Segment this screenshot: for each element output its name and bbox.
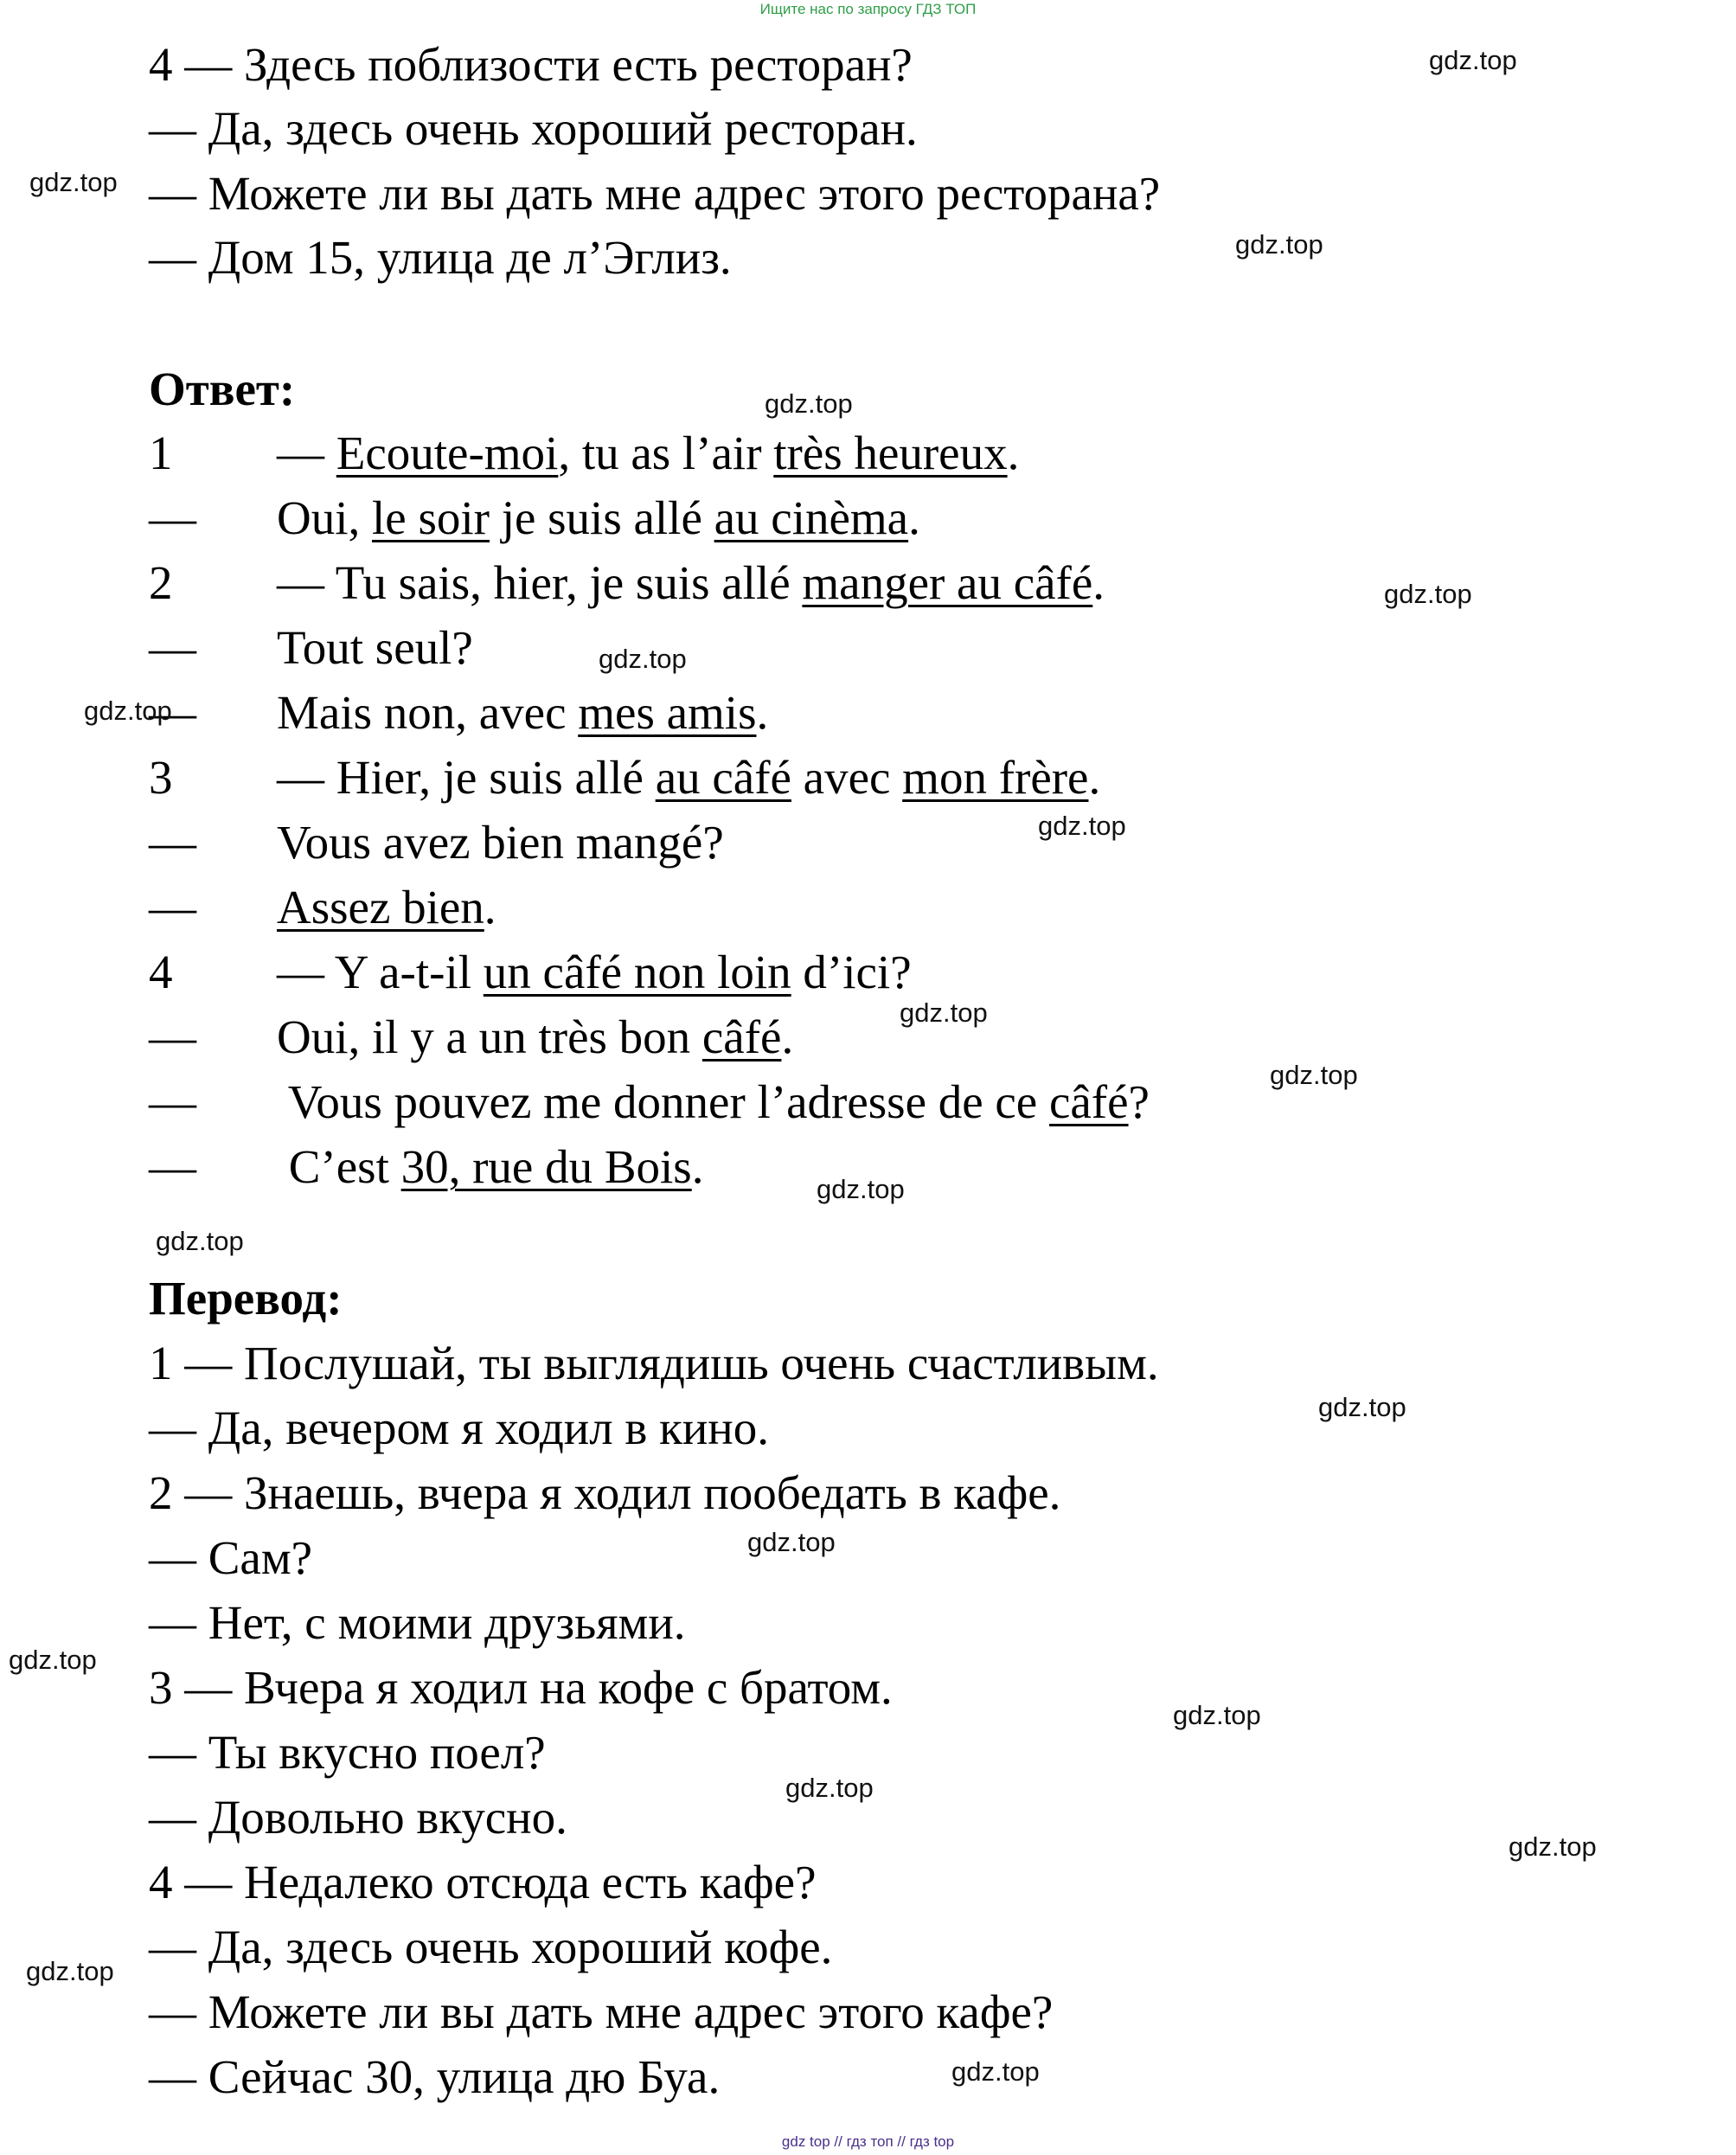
answer-text: — Tu sais, hier, je suis allé: [277, 556, 803, 609]
watermark: gdz.top: [1173, 1700, 1261, 1730]
answer-line-11: [149, 1075, 1150, 1129]
answer-text: ?: [1128, 1075, 1150, 1128]
watermark: gdz.top: [84, 696, 172, 726]
watermark: gdz.top: [747, 1527, 836, 1557]
watermark: gdz.top: [765, 388, 853, 419]
answer-underlined: mon frère: [902, 751, 1089, 804]
answer-text: — Hier, je suis allé: [277, 751, 656, 804]
answer-underlined: au cinèma: [714, 491, 909, 544]
answer-line-2: [149, 491, 920, 545]
answer-line-number: —: [149, 816, 196, 869]
answer-underlined: 30, rue du Bois: [400, 1140, 692, 1193]
watermark: gdz.top: [156, 1226, 244, 1256]
watermark: gdz.top: [900, 997, 988, 1028]
watermark: gdz.top: [1235, 229, 1323, 260]
answer-line-1: [149, 427, 1019, 480]
translation-line-5: — Нет, с моими друзьями.: [149, 1596, 686, 1649]
answer-underlined: un câfé non loin: [483, 946, 791, 998]
dialog4-line-3: — Можете ли вы дать мне адрес этого ресторана?: [149, 167, 1161, 220]
answer-line-5: [149, 686, 768, 740]
answer-text: avec: [791, 751, 903, 804]
watermark: gdz.top: [9, 1645, 97, 1675]
answer-text: .: [1088, 751, 1101, 804]
answer-underlined: manger au câfé: [802, 556, 1093, 609]
translation-line-10: — Да, здесь очень хороший кофе.: [149, 1921, 833, 1973]
answer-text: .: [484, 881, 496, 933]
answer-line-8: [149, 881, 496, 934]
translation-heading: Перевод:: [149, 1272, 343, 1324]
translation-line-2: — Да, вечером я ходил в кино.: [149, 1401, 769, 1454]
translation-line-9: 4 — Недалеко отсюда есть кафе?: [149, 1856, 817, 1908]
answer-underlined: mes amis: [578, 686, 757, 739]
answer-underlined: très heureux: [773, 427, 1008, 479]
answer-underlined: le soir: [372, 491, 490, 544]
translation-line-8: — Довольно вкусно.: [149, 1791, 567, 1844]
answer-line-9: [149, 946, 912, 999]
watermark: gdz.top: [29, 167, 118, 197]
answer-line-number: 1: [149, 427, 173, 479]
translation-line-4: — Сам?: [149, 1531, 313, 1584]
answer-line-number: —: [149, 1075, 196, 1128]
watermark: gdz.top: [785, 1773, 874, 1803]
translation-line-1: 1 — Послушай, ты выглядишь очень счастливым.: [149, 1337, 1159, 1389]
translation-line-3: 2 — Знаешь, вчера я ходил пообедать в кафе.: [149, 1466, 1061, 1519]
dialog4-line-1: 4 — Здесь поблизости есть ресторан?: [149, 38, 913, 91]
answer-text: .: [691, 1140, 704, 1193]
answer-line-number: —: [149, 1140, 196, 1193]
translation-line-12: — Сейчас 30, улица дю Буа.: [149, 2050, 721, 2103]
answer-line-number: 4: [149, 946, 173, 998]
watermark: gdz.top: [26, 1956, 114, 1986]
answer-line-6: [149, 751, 1100, 805]
watermark: gdz.top: [599, 644, 687, 674]
footer-links: gdz top // гдз топ // гдз top: [781, 2133, 955, 2150]
top-banner: Ищите нас по запросу ГДЗ ТОП: [759, 1, 977, 17]
answer-text: Oui,: [277, 491, 372, 544]
answer-text: , tu as l’air: [558, 427, 774, 479]
watermark: gdz.top: [951, 2056, 1040, 2087]
answer-text: Mais non, avec: [277, 686, 579, 739]
answer-text: .: [1092, 556, 1105, 609]
answer-text: Vous pouvez me donner l’adresse de ce: [277, 1075, 1049, 1128]
answer-text: Oui, il y a un très bon: [277, 1010, 702, 1063]
answer-text: — Y a-t-il: [277, 946, 484, 998]
answer-text: je suis allé: [489, 491, 714, 544]
answer-underlined: Ecoute-moi: [336, 427, 559, 479]
answer-line-number: —: [149, 491, 196, 544]
answer-text: .: [756, 686, 769, 739]
answer-line-10: [149, 1010, 793, 1064]
answer-line-number: 2: [149, 556, 173, 609]
answer-underlined: Assez bien: [277, 881, 484, 933]
answer-text: C’est: [277, 1140, 401, 1193]
translation-line-6: 3 — Вчера я ходил на кофе с братом.: [149, 1661, 893, 1714]
translation-line-7: — Ты вкусно поел?: [149, 1726, 546, 1779]
watermark: gdz.top: [1384, 579, 1472, 609]
answer-line-number: —: [149, 686, 196, 739]
dialog4-line-4: — Дом 15, улица де л’Эглиз.: [149, 231, 732, 284]
answer-underlined: câfé: [1048, 1075, 1129, 1128]
answer-text: Tout seul?: [277, 621, 473, 674]
watermark: gdz.top: [817, 1174, 905, 1204]
watermark: gdz.top: [1270, 1060, 1358, 1090]
answer-line-number: —: [149, 881, 196, 933]
dialog4-line-2: — Да, здесь очень хороший ресторан.: [149, 102, 918, 155]
answer-text: .: [1007, 427, 1020, 479]
answer-line-12: [149, 1140, 703, 1194]
watermark: gdz.top: [1429, 45, 1517, 75]
answer-text: .: [781, 1010, 794, 1063]
answer-line-7: [149, 816, 724, 869]
answer-line-3: [149, 556, 1105, 610]
answer-text: .: [908, 491, 920, 544]
translation-line-11: — Можете ли вы дать мне адрес этого кафе?: [149, 1985, 1054, 2038]
answer-text: Vous avez bien mangé?: [277, 816, 724, 869]
watermark: gdz.top: [1038, 811, 1126, 841]
answer-line-number: 3: [149, 751, 173, 804]
answer-underlined: câfé: [701, 1010, 782, 1063]
answer-line-4: [149, 621, 473, 675]
answer-line-number: —: [149, 1010, 196, 1063]
answer-heading: Ответ:: [149, 362, 296, 415]
watermark: gdz.top: [1509, 1831, 1597, 1862]
answer-underlined: au câfé: [655, 751, 791, 804]
answer-text: —: [277, 427, 336, 479]
answer-line-number: —: [149, 621, 196, 674]
answer-text: d’ici?: [791, 946, 912, 998]
watermark: gdz.top: [1318, 1392, 1406, 1422]
